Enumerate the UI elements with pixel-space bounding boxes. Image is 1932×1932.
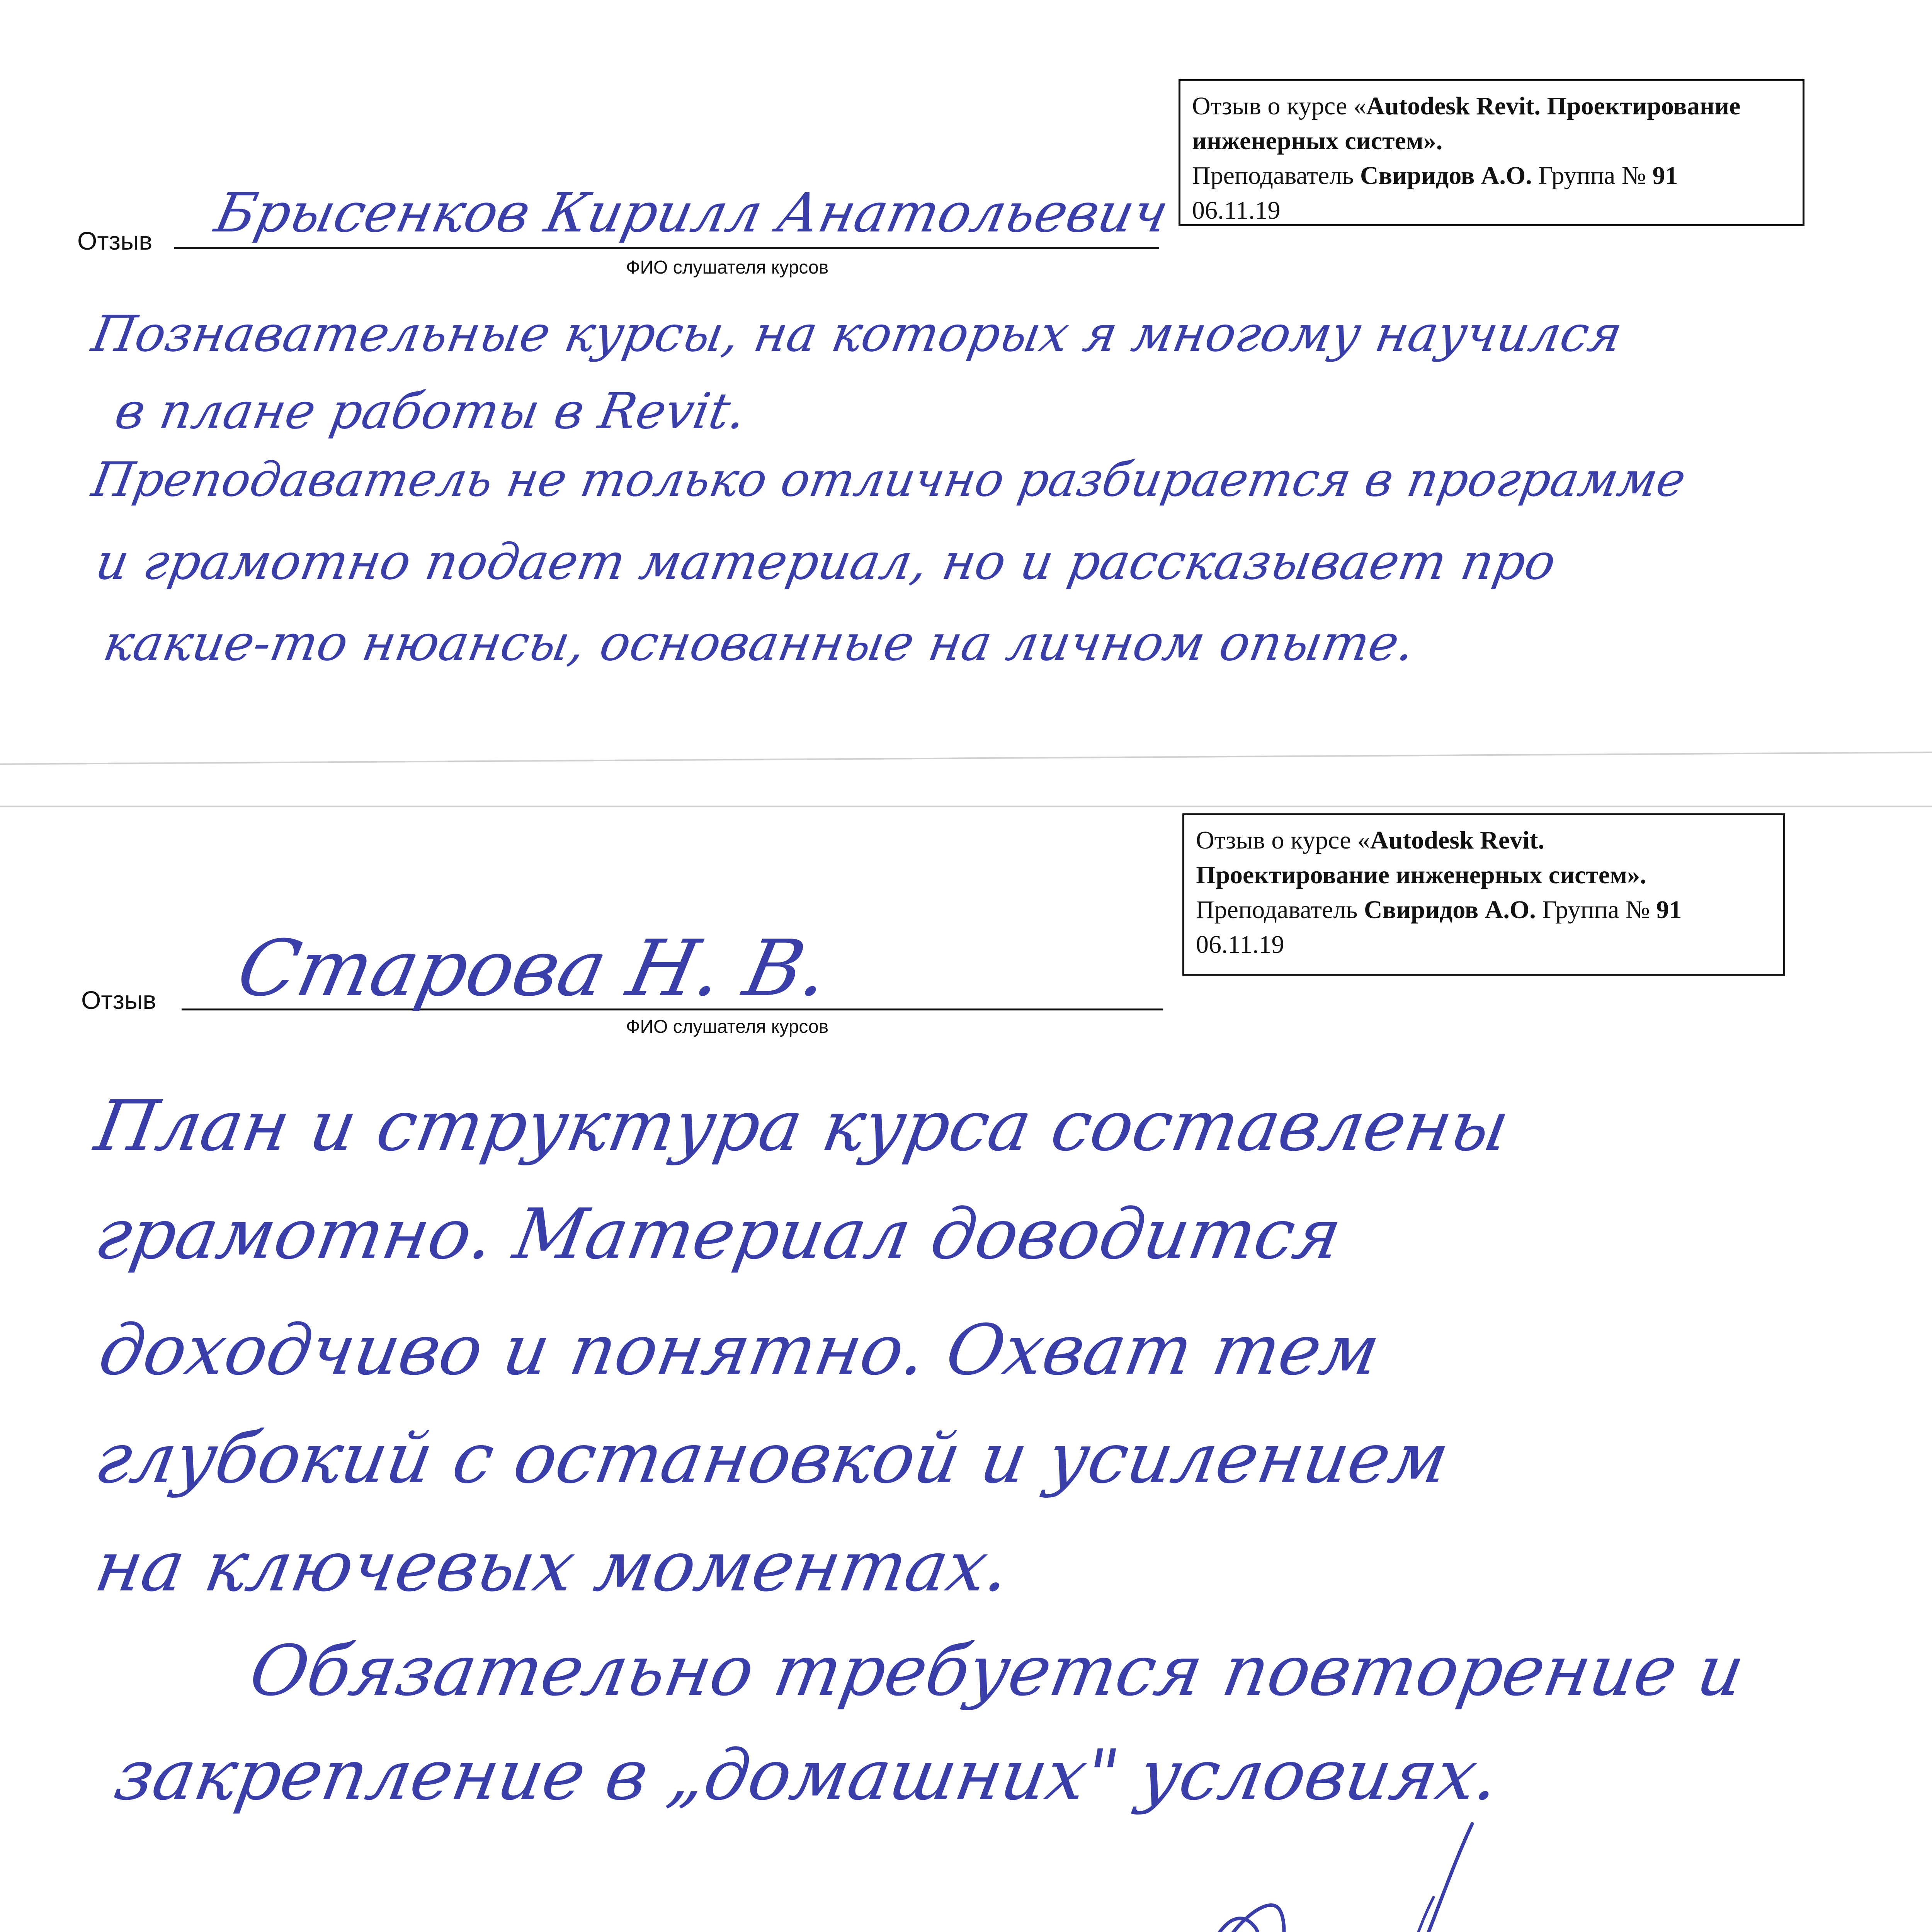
course-title: Autodesk Revit.: [1370, 826, 1544, 854]
course-label: Отзыв о курсе «: [1192, 92, 1366, 120]
group-label: Группа №: [1532, 162, 1653, 190]
review-text-line: доходчиво и понятно. Охват тем: [93, 1310, 1386, 1391]
course-info-box: [1182, 813, 1785, 976]
review-text-line: глубокий с остановкой и усилением: [89, 1418, 1455, 1499]
review-text-line: Обязательно требуется повторение и: [244, 1631, 1750, 1711]
review-label: Отзыв: [81, 986, 156, 1014]
course-title-cont: Проектирование инженерных систем».: [1196, 861, 1646, 889]
review-text-line: Познавательные курсы, на которых я многому научился: [87, 305, 1627, 363]
review-label: Отзыв: [77, 226, 153, 255]
group-number: 91: [1652, 162, 1678, 190]
group-number: 91: [1656, 896, 1682, 924]
review-sheet-2: [0, 808, 1932, 1932]
review-text-line: закрепление в „домашних" условиях.: [109, 1735, 1506, 1816]
review-text-line: какие-то нюансы, основанные на личном опыте.: [99, 614, 1419, 672]
name-caption: ФИО слушателя курсов: [626, 1017, 829, 1037]
course-title: Autodesk Revit. Проектирование: [1366, 92, 1741, 120]
teacher-name: Свиридов А.О.: [1364, 896, 1536, 924]
student-name: Старова Н. В.: [230, 923, 837, 1014]
course-info-box: [1179, 79, 1804, 226]
sheet-edge: [0, 806, 1932, 807]
course-date: 06.11.19: [1192, 196, 1281, 224]
student-name: Брысенков Кирилл Анатольевич: [209, 182, 1174, 245]
course-date: 06.11.19: [1196, 930, 1284, 959]
name-caption: ФИО слушателя курсов: [626, 257, 829, 278]
review-text-line: План и структура курса составлены: [89, 1086, 1515, 1167]
signature-mark: [1140, 1781, 1507, 1932]
teacher-label: Преподаватель: [1192, 162, 1360, 190]
name-underline: [174, 247, 1159, 249]
review-text-line: в плане работы в Revit.: [111, 383, 750, 440]
review-text-line: Преподаватель не только отлично разбирается в программе: [88, 452, 1690, 507]
course-title-cont: инженерных систем».: [1192, 127, 1443, 155]
review-text-line: на ключевых моментах.: [89, 1526, 1016, 1607]
teacher-label: Преподаватель: [1196, 896, 1364, 924]
review-text-line: и грамотно подает материал, но и рассказывает про: [91, 533, 1560, 591]
course-label: Отзыв о курсе «: [1196, 826, 1370, 854]
teacher-name: Свиридов А.О.: [1360, 162, 1532, 190]
review-sheet-1: [0, 0, 1932, 804]
review-text-line: грамотно. Материал доводится: [89, 1194, 1347, 1275]
group-label: Группа №: [1536, 896, 1656, 924]
